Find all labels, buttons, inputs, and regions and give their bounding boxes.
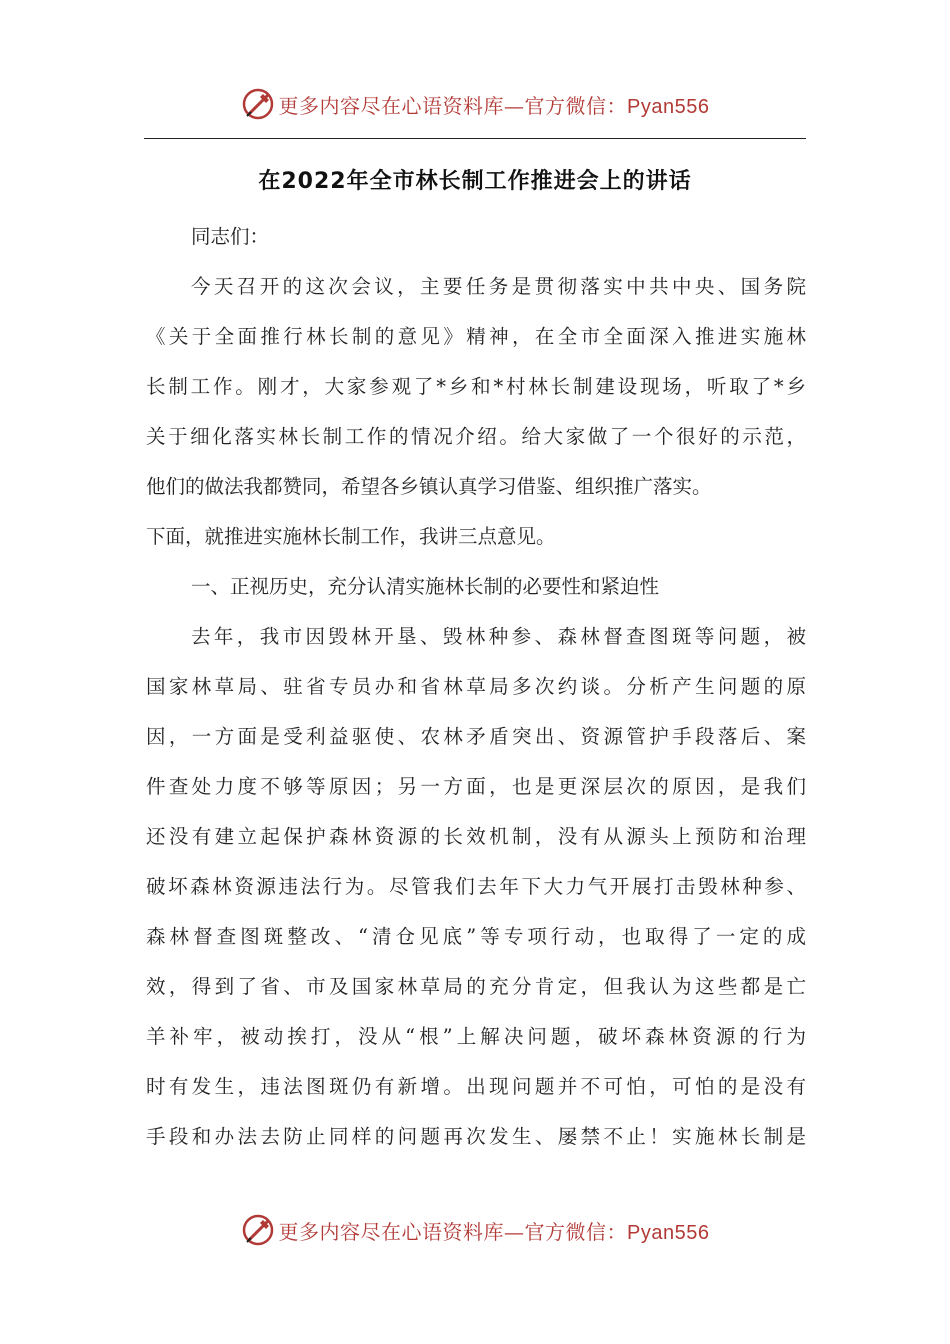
body-line: 关于细化落实林长制工作的情况介绍。给大家做了一个很好的示范，: [146, 425, 806, 448]
pen-logo-icon: [241, 87, 275, 121]
body-line: 手段和办法去防止同样的问题再次发生、屡禁不止！实施林长制是: [146, 1125, 806, 1148]
body-line: 时有发生，违法图斑仍有新增。出现问题并不可怕，可怕的是没有: [146, 1075, 806, 1098]
body-line: 国家林草局、驻省专员办和省林草局多次约谈。分析产生问题的原: [146, 675, 806, 698]
body-line: 《关于全面推行林长制的意见》精神，在全市全面深入推进实施林: [146, 325, 806, 348]
body-line: 破坏森林资源违法行为。尽管我们去年下大力气开展打击毁林种参、: [146, 875, 806, 898]
body-line: 去年，我市因毁林开垦、毁林种参、森林督查图斑等问题，被: [191, 625, 806, 648]
body-line: 效，得到了省、市及国家林草局的充分肯定，但我认为这些都是亡: [146, 975, 806, 998]
footer-watermark-banner: [0, 1210, 950, 1250]
footer-banner-text: 更多内容尽在心语资料库—官方微信：: [278, 1219, 628, 1244]
pen-logo-icon: [241, 1213, 275, 1247]
body-line: 因，一方面是受利益驱使、农林矛盾突出、资源管护手段落后、案: [146, 725, 806, 748]
header-watermark-banner: [0, 84, 950, 124]
body-line: 下面，就推进实施林长制工作，我讲三点意见。: [146, 525, 556, 548]
header-banner-handle: Pyan556: [627, 95, 710, 118]
document-title: 在2022年全市林长制工作推进会上的讲话: [258, 169, 692, 194]
footer-watermark-text: [279, 1216, 710, 1245]
header-watermark-text: [279, 90, 710, 119]
body-line: 同志们：: [191, 225, 270, 248]
body-line: 今天召开的这次会议，主要任务是贯彻落实中共中央、国务院: [191, 275, 806, 298]
body-line: 长制工作。刚才，大家参观了*乡和*村林长制建设现场，听取了*乡: [146, 375, 806, 398]
section-heading: 一、正视历史，充分认清实施林长制的必要性和紧迫性: [191, 575, 660, 598]
body-line: 森林督查图斑整改、“清仓见底”等专项行动，也取得了一定的成: [146, 925, 806, 948]
header-banner-text: 更多内容尽在心语资料库—官方微信：: [278, 93, 628, 118]
body-line: 件查处力度不够等原因；另一方面，也是更深层次的原因，是我们: [146, 775, 806, 798]
body-line: 羊补牢，被动挨打，没从“根”上解决问题，破坏森林资源的行为: [146, 1025, 806, 1048]
footer-banner-handle: Pyan556: [627, 1221, 710, 1244]
body-line: 还没有建立起保护森林资源的长效机制，没有从源头上预防和治理: [146, 825, 806, 848]
document-body: [146, 212, 806, 1162]
header-divider: [144, 138, 806, 139]
body-line: 他们的做法我都赞同，希望各乡镇认真学习借鉴、组织推广落实。: [146, 475, 712, 498]
